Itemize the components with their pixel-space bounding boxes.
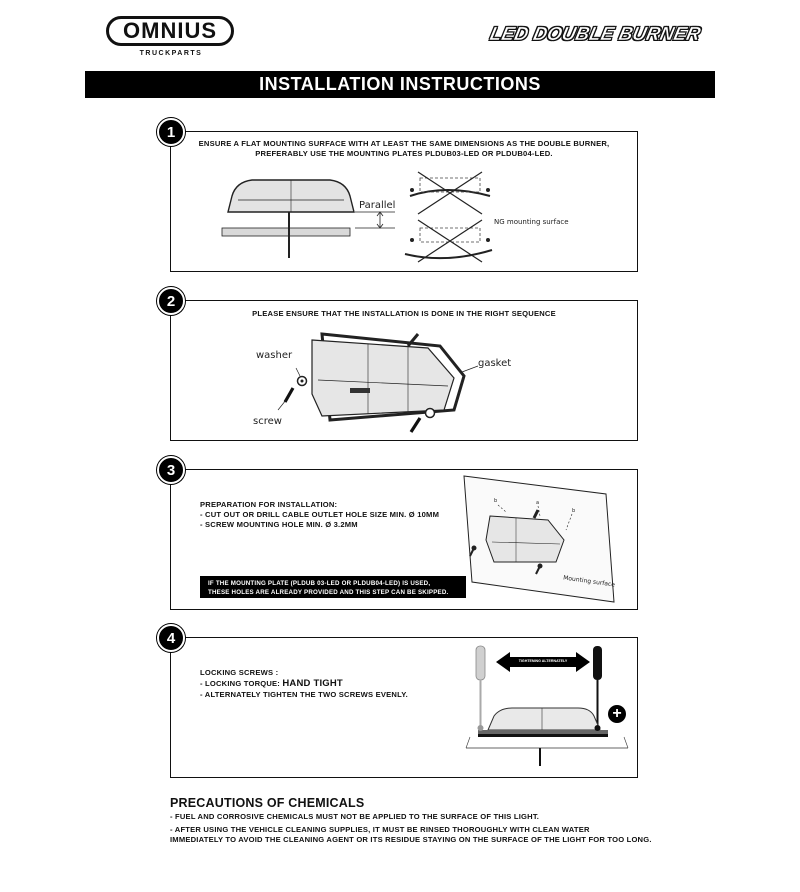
label-screw: screw [253,416,282,427]
label-mounting-surface: Mounting surface [562,574,616,589]
step-1-text-line2: PREFERABLY USE THE MOUNTING PLATES PLDUB03-LED OR PLDUB04-LED. [255,149,553,158]
step-4-text-line3: - ALTERNATELY TIGHTEN THE TWO SCREWS EVENLY. [200,690,408,699]
step-4-number: 4 [157,624,185,652]
page-title-text: INSTALLATION INSTRUCTIONS [259,74,541,94]
label-parallel: Parallel [359,200,396,211]
label-b-right: b [572,508,576,514]
step-3-note-line2: THESE HOLES ARE ALREADY PROVIDED AND THIS STEP CAN BE SKIPPED. [208,589,449,596]
precautions-title: PRECAUTIONS OF CHEMICALS [170,796,365,810]
step-3-text-line2: - CUT OUT OR DRILL CABLE OUTLET HOLE SIZE MIN. Ø 10MM [200,510,440,519]
label-washer: washer [256,350,293,361]
label-b-left: b [494,498,498,504]
precautions-line2: - AFTER USING THE VEHICLE CLEANING SUPPLIES, IT MUST BE RINSED THOROUGHLY WITH CLEAN WATER [170,825,590,834]
step-1-number: 1 [157,118,185,146]
label-gasket: gasket [478,358,512,369]
step-4-text-line1: LOCKING SCREWS : [200,668,279,677]
step-3-number: 3 [157,456,185,484]
step-3-note-line1: IF THE MOUNTING PLATE (PLDUB 03-LED OR PLDUB04-LED) IS USED, [208,580,431,587]
logo-subtext: TRUCKPARTS [139,50,203,57]
precautions-line1: - FUEL AND CORROSIVE CHEMICALS MUST NOT BE APPLIED TO THE SURFACE OF THIS LIGHT. [170,812,540,821]
logo-text: OMNIUS [123,18,217,43]
step-1-text-line1: ENSURE A FLAT MOUNTING SURFACE WITH AT LEAST THE SAME DIMENSIONS AS THE DOUBLE BURNER, [198,139,610,148]
precautions-line3: IMMEDIATELY TO AVOID THE CLEANING AGENT OR ITS RESIDUE STAYING ON THE SURFACE OF THE LIGHT FOR TOO LONG. [170,835,652,844]
step-2-text-line1: PLEASE ENSURE THAT THE INSTALLATION IS DONE IN THE RIGHT SEQUENCE [252,309,556,318]
step-2-number: 2 [157,287,185,315]
label-ng-mounting-surface: NG mounting surface [494,218,569,226]
product-name-logo: LED DOUBLE BURNER [487,24,703,45]
step-4-text-line2: - LOCKING TORQUE: HAND TIGHT [200,678,343,689]
step-3-text-line1: PREPARATION FOR INSTALLATION: [200,500,338,509]
label-a: a [536,500,540,506]
label-tightening-alternately: TIGHTENING ALTERNATELY [518,659,568,663]
plus-circle-icon: + [608,705,626,723]
step-3-text-line3: - SCREW MOUNTING HOLE MIN. Ø 3.2MM [200,520,358,529]
